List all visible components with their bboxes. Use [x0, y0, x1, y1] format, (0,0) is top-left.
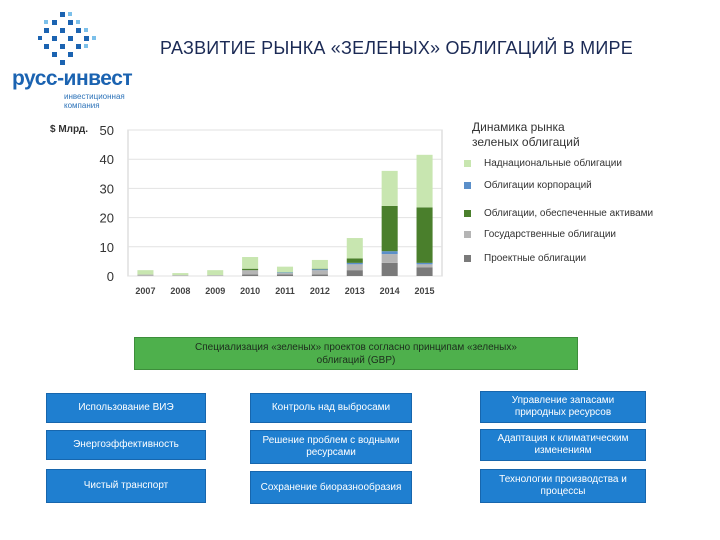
- chart-bar-segment: [312, 269, 328, 270]
- banner-line2: облигаций (GBP): [316, 355, 396, 366]
- category-box-biodiversity: Сохранение биоразнообразия: [250, 471, 412, 504]
- chart-x-tick-label: 2010: [240, 286, 261, 296]
- category-box-production-tech: Технологии производства и процессы: [480, 469, 646, 503]
- chart-bar-segment: [242, 269, 258, 270]
- chart-bar-segment: [207, 270, 223, 275]
- legend-title: [472, 120, 580, 150]
- chart-bar-segment: [312, 275, 328, 276]
- chart-y-tick-label: 20: [99, 210, 114, 226]
- logo: [10, 12, 150, 112]
- category-box-clean-transport: Чистый транспорт: [46, 469, 206, 503]
- chart-bar-segment: [382, 171, 398, 206]
- chart-x-tick-label: 2012: [309, 286, 330, 296]
- chart-bar-segment: [172, 273, 188, 275]
- legend-label: Облигации, обеспеченные активами: [484, 208, 654, 219]
- legend-swatch: [464, 182, 471, 189]
- chart-bar-segment: [382, 251, 398, 254]
- legend-swatch: [464, 160, 471, 167]
- chart-x-tick-label: 2008: [170, 286, 191, 296]
- chart-bar-segment: [242, 257, 258, 269]
- legend-label: Наднациональные облигации: [484, 158, 622, 169]
- chart-bar-segment: [312, 260, 328, 269]
- chart-y-tick-label: 50: [99, 123, 114, 138]
- legend-swatch: [464, 210, 471, 217]
- chart-bar-segment: [277, 275, 293, 276]
- chart-y-tick-label: 0: [106, 269, 114, 284]
- chart-bar-segment: [417, 207, 433, 262]
- chart-bar-segment: [277, 273, 293, 274]
- brand-subtitle-line2: компания: [64, 101, 100, 110]
- chart-bar-segment: [137, 275, 153, 276]
- chart-bar-segment: [312, 269, 328, 270]
- legend-title-line2: зеленых облигаций: [472, 135, 580, 149]
- category-box-climate-adaptation: Адаптация к климатическим изменениям: [480, 429, 646, 461]
- chart-bar-segment: [417, 263, 433, 264]
- page-title: РАЗВИТИЕ РЫНКА «ЗЕЛЕНЫХ» ОБЛИГАЦИЙ В МИРЕ: [160, 38, 633, 58]
- legend-label: Государственные облигации: [484, 229, 616, 240]
- category-box-water: Решение проблем с водными ресурсами: [250, 430, 412, 464]
- chart-x-tick-label: 2007: [135, 286, 156, 296]
- logo-dots-icon: [38, 12, 98, 68]
- category-box-renewables: Использование ВИЭ: [46, 393, 206, 423]
- category-box-energy-efficiency: Энергоэффективность: [46, 430, 206, 460]
- chart-bar-segment: [382, 254, 398, 263]
- chart-bar-segment: [312, 270, 328, 274]
- chart-x-tick-label: 2013: [344, 286, 365, 296]
- gbp-banner: [134, 337, 578, 370]
- chart-x-tick-label: 2015: [414, 286, 435, 296]
- chart-bar-segment: [417, 155, 433, 208]
- brand-subtitle: [64, 92, 125, 110]
- chart-x-tick-label: 2014: [379, 286, 400, 296]
- chart-bar-segment: [347, 264, 363, 270]
- category-box-emissions: Контроль над выбросами: [250, 393, 412, 423]
- chart-bar-segment: [242, 270, 258, 274]
- chart-y-axis-label: $ Млрд.: [50, 124, 89, 135]
- chart-bar-segment: [242, 275, 258, 276]
- legend-label: Облигации корпораций: [484, 180, 592, 191]
- chart-bar-segment: [417, 267, 433, 276]
- chart-bar-segment: [172, 275, 188, 276]
- chart-bar-segment: [382, 206, 398, 251]
- chart-bar-segment: [207, 275, 223, 276]
- brand-name: русс-инвест: [12, 67, 133, 90]
- chart-x-tick-label: 2011: [275, 286, 295, 296]
- chart-y-tick-label: 30: [99, 181, 114, 197]
- banner-line1: Специализация «зеленых» проектов согласно принципам «зеленых»: [195, 342, 517, 353]
- legend-title-line1: Динамика рынка: [472, 120, 565, 134]
- chart-bar-segment: [277, 272, 293, 273]
- chart-bar-segment: [137, 270, 153, 274]
- chart-bar-segment: [347, 270, 363, 276]
- chart-bar-segment: [347, 263, 363, 264]
- chart-bar-segment: [277, 267, 293, 273]
- chart-bar-segment: [347, 258, 363, 262]
- category-box-natural-resources: Управление запасами природных ресурсов: [480, 391, 646, 423]
- legend-label: Проектные облигации: [484, 253, 587, 264]
- chart-x-tick-label: 2009: [205, 286, 226, 296]
- chart-bar-segment: [382, 263, 398, 276]
- legend-swatch: [464, 255, 471, 262]
- chart-y-tick-label: 40: [99, 152, 114, 168]
- chart-bar-segment: [417, 264, 433, 267]
- legend-swatch: [464, 231, 471, 238]
- chart-bar-segment: [347, 238, 363, 258]
- green-bonds-bar-chart: [40, 118, 460, 303]
- brand-subtitle-line1: инвестиционная: [64, 92, 125, 101]
- chart-y-tick-label: 10: [99, 239, 114, 255]
